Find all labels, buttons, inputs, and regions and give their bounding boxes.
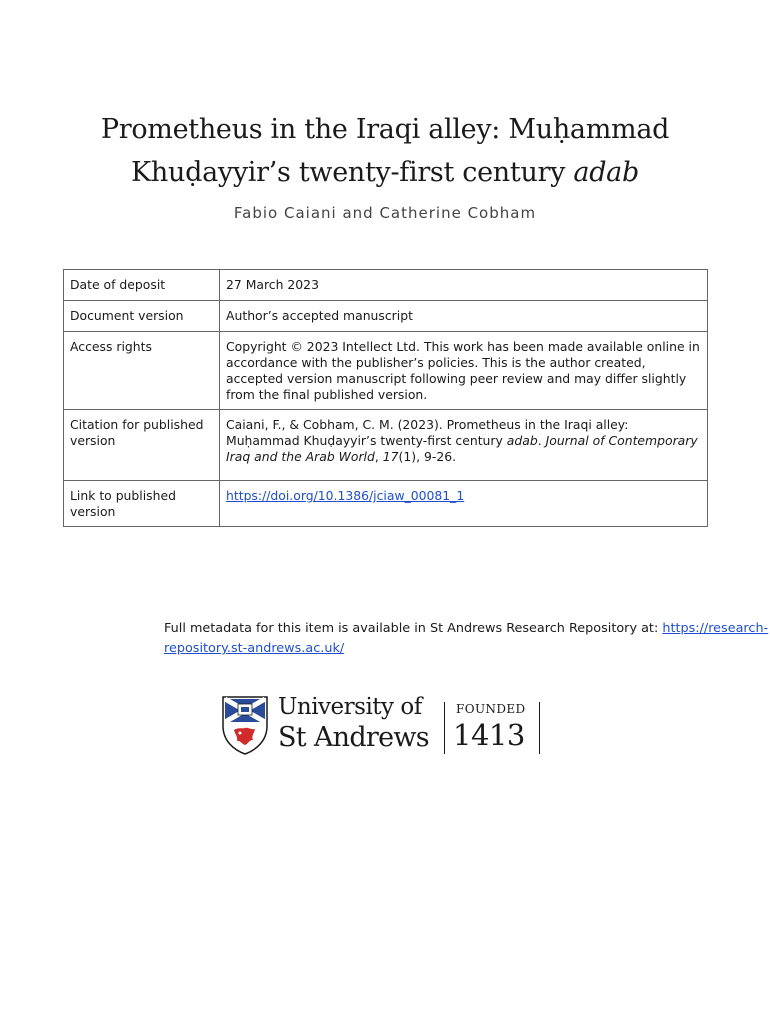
citation-volume: 17 <box>382 449 399 464</box>
paper-title-line2-main: Khuḍayyir’s twenty-first century <box>131 157 574 188</box>
citation-text-3: , <box>374 449 383 464</box>
university-name-line2: St Andrews <box>278 722 429 753</box>
founded-label: FOUNDED <box>456 702 526 716</box>
access-label: Access rights <box>64 332 220 410</box>
repository-note <box>164 619 770 659</box>
date-label: Date of deposit <box>64 270 220 301</box>
paper-title <box>0 108 770 194</box>
university-logo <box>220 694 550 758</box>
table-row <box>64 270 708 301</box>
repository-note-text: Full metadata for this item is available in St Andrews Research Repository at: <box>164 621 663 636</box>
citation-journal: Journal of Contemporary Iraq and the Arab World <box>226 433 698 464</box>
version-label: Document version <box>64 301 220 332</box>
authors: Fabio Caiani and Catherine Cobham <box>233 204 537 222</box>
founded-year: 1413 <box>453 718 525 752</box>
citation-text-4: (1), 9-26. <box>398 449 457 464</box>
university-name-line1: University of <box>278 694 422 720</box>
metadata-table <box>63 269 708 527</box>
citation-text-2: . <box>537 433 546 448</box>
doi-link[interactable]: https://doi.org/10.1386/jciaw_00081_1 <box>226 488 465 503</box>
paper-title-line1: Prometheus in the Iraqi alley: Muḥammad <box>100 114 670 145</box>
paper-title-line2-italic: adab <box>573 157 639 188</box>
table-row <box>64 481 708 527</box>
paper-title-line2 <box>0 151 770 194</box>
version-value: Author’s accepted manuscript <box>220 301 708 332</box>
citation-value <box>220 410 708 481</box>
table-row <box>64 301 708 332</box>
citation-text-1: Caiani, F., & Cobham, C. M. (2023). Prometheus in the Iraqi alley: Muḥammad Khuḍayyir’s twenty-first century <box>226 417 629 448</box>
link-label: Link to published version <box>64 481 220 527</box>
st-andrews-crest-icon <box>220 694 270 756</box>
table-row <box>64 332 708 410</box>
repository-link[interactable]: https://research-repository.st-andrews.ac.uk/ <box>164 621 769 656</box>
access-value: Copyright © 2023 Intellect Ltd. This work has been made available online in accordance with the publisher’s policies. This is the author created, accepted version manuscript following peer review and may differ slightly from the final published version. <box>220 332 708 410</box>
table-row <box>64 410 708 481</box>
citation-label: Citation for published version <box>64 410 220 481</box>
citation-italic-adab: adab <box>506 433 538 448</box>
logo-divider-left <box>444 702 445 754</box>
link-cell <box>220 481 708 527</box>
logo-divider-right <box>539 702 540 754</box>
date-value: 27 March 2023 <box>220 270 708 301</box>
